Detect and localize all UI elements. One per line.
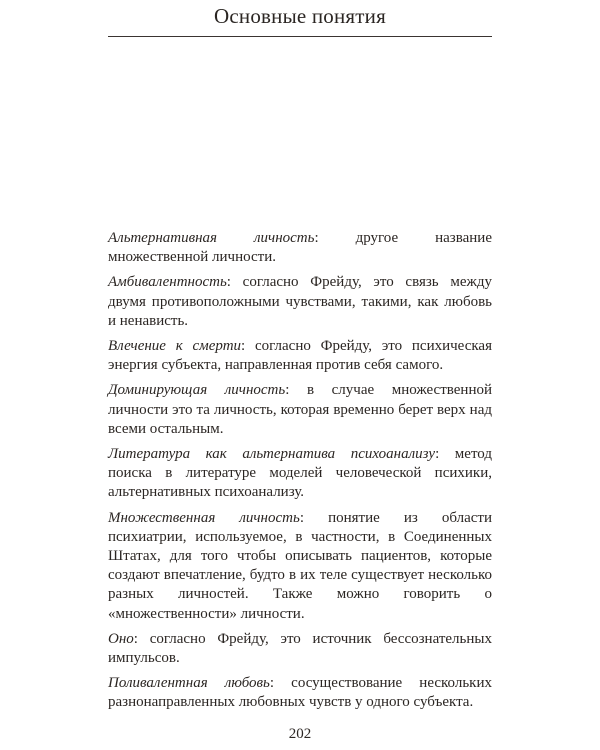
glossary-term: Множественная личность	[108, 509, 300, 526]
glossary-definition: : согласно Фрейду, это психическая энергия субъекта, направленная против себя самого.	[108, 338, 492, 374]
glossary-entry-multiple-personality	[108, 509, 492, 624]
glossary-definition: : согласно Фрейду, это связь между двумя противоположными чувствами, такими, как любовь и ненависть.	[108, 274, 492, 329]
glossary-entry-id	[108, 630, 492, 668]
glossary-definition: : другое название множественной личности.	[108, 230, 492, 266]
glossary-list	[108, 229, 492, 713]
glossary-term: Оно	[108, 630, 134, 647]
glossary-term: Поливалентная любовь	[108, 675, 270, 692]
glossary-entry-dominant-personality	[108, 381, 492, 439]
glossary-entry-literature-alternative	[108, 445, 492, 503]
glossary-term: Альтернативная личность	[108, 230, 315, 246]
glossary-term: Амбивалентность	[108, 274, 227, 291]
glossary-term: Влечение к смерти	[108, 338, 242, 355]
glossary-entry-polyvalent-love	[108, 674, 492, 712]
header-rule	[108, 36, 492, 37]
glossary-term: Доминирующая личность	[108, 382, 286, 399]
page-number: 202	[288, 726, 312, 742]
glossary-definition: : понятие из области психиатрии, используемое, в частности, в Соединенных Штатах, для того чтобы описывать пациентов, которые создают впечатление, будто в их теле существует несколько разных личностей. Также можно говорить о «множественности» личности.	[108, 509, 492, 622]
glossary-definition: : метод поиска в литературе моделей человеческой психики, альтернативных психоанализу.	[108, 446, 493, 501]
glossary-definition: : сосуществование нескольких разнонаправленных любовных чувств у одного субъекта.	[108, 675, 492, 711]
glossary-definition: : в случае множественной личности это та личность, которая временно берет верх над всеми остальным.	[108, 382, 492, 437]
glossary-entry-ambivalence	[108, 273, 492, 331]
glossary-entry-death-drive	[108, 337, 492, 375]
glossary-term: Литература как альтернатива психоанализу	[108, 446, 436, 463]
running-head-title: Основные понятия	[214, 4, 386, 28]
glossary-definition: : согласно Фрейду, это источник бессознательных импульсов.	[108, 630, 492, 667]
glossary-entry-alternative-personality	[108, 229, 492, 267]
